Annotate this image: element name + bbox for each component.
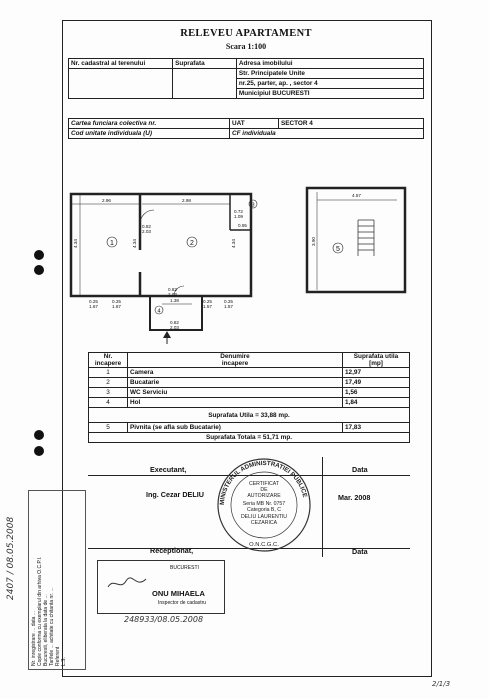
side-stamp bbox=[28, 490, 86, 670]
stamp-line-7: CEZARICA bbox=[250, 520, 278, 526]
useful-total: Suprafata Utila = 33,88 mp. bbox=[89, 408, 410, 423]
dim-room2-width: 2.98 bbox=[182, 198, 191, 203]
col-nr-label-2: incapere bbox=[94, 360, 122, 367]
inspector-name: ONU MIHAELA bbox=[152, 589, 205, 598]
dim-basement-width: 4.57 bbox=[352, 193, 361, 198]
stamp-line-4: Seria MB Nr. 0757 bbox=[242, 501, 286, 507]
stamp-bottom: O.N.C.G.C. bbox=[249, 542, 279, 548]
row-nr: 2 bbox=[89, 378, 128, 388]
page-mark: 2/1/3 bbox=[432, 680, 451, 688]
dim-wc-width: 0.72 bbox=[234, 209, 243, 214]
uat-value: SECTOR 4 bbox=[279, 119, 424, 129]
stamp-line-6: DELIU LAURENTIU bbox=[240, 514, 288, 520]
stamp-line-2: DE bbox=[260, 487, 268, 493]
address-line-2: nr.25, parter, ap. , sector 4 bbox=[236, 79, 423, 89]
address-line-3: Municipiul BUCURESTI bbox=[236, 89, 423, 99]
dim-hall-h2: 2.03 bbox=[168, 292, 177, 297]
binder-hole bbox=[34, 446, 44, 456]
col-area-label: Suprafata utila bbox=[353, 353, 399, 360]
col-area-label-2: [mp] bbox=[369, 360, 383, 367]
dim-h: 1.57 bbox=[224, 304, 233, 309]
stamp-line-1: CERTIFICAT bbox=[248, 481, 280, 487]
room-3-label: 3 bbox=[251, 202, 255, 209]
dim-door1b: 2.03 bbox=[142, 229, 151, 234]
room-4-label: 4 bbox=[157, 308, 161, 315]
inspector-handwritten-number: 248933/08.05.2008 bbox=[124, 615, 204, 624]
col-name-label: Denumire bbox=[220, 353, 250, 360]
dim-a: 0.25 bbox=[89, 299, 98, 304]
inspector-role: Inspector de cadastru bbox=[158, 600, 207, 606]
floor-plan bbox=[62, 180, 430, 350]
dim-door1: 0.82 bbox=[142, 224, 151, 229]
col-name-label-2: incapere bbox=[221, 360, 249, 367]
dim-wc-depth: 0.95 bbox=[238, 223, 247, 228]
dim-g: 1.57 bbox=[203, 304, 212, 309]
table-row bbox=[89, 398, 410, 408]
dim-hall-width: 1.38 bbox=[170, 298, 179, 303]
row-name: Pivnita (se afla sub Bucatarie) bbox=[128, 423, 343, 433]
row-area: 17,49 bbox=[343, 378, 410, 388]
dim-room1-width: 2.96 bbox=[102, 198, 111, 203]
cf-collective-label: Cartea funciara colectiva nr. bbox=[69, 119, 230, 129]
side-stamp-line-3: Bucuresti, eliberata la data de ... bbox=[43, 594, 49, 666]
receptionat-label: Receptionat, bbox=[150, 546, 194, 555]
stamp-line-5: Categoria B, C bbox=[246, 507, 282, 513]
basement-outline bbox=[307, 188, 405, 292]
inspector-city: BUCURESTI bbox=[170, 565, 199, 571]
cadastral-label: Nr. cadastral al terenului bbox=[69, 59, 173, 69]
grand-total: Suprafata Totala = 51,71 mp. bbox=[89, 433, 410, 443]
surface-value bbox=[173, 69, 237, 99]
table-row bbox=[89, 378, 410, 388]
dim-hall-bottom2: 2.03 bbox=[170, 325, 179, 330]
dim-d: 1.67 bbox=[112, 304, 121, 309]
official-round-stamp bbox=[205, 455, 323, 555]
surface-label: Suprafata bbox=[173, 59, 237, 69]
apartment-outline bbox=[71, 194, 251, 296]
row-name: Hol bbox=[128, 398, 343, 408]
uat-label: UAT bbox=[230, 119, 279, 129]
executant-name: Ing. Cezar DELIU bbox=[146, 490, 204, 499]
binder-hole bbox=[34, 265, 44, 275]
cf-table bbox=[68, 118, 424, 139]
date-value: Mar. 2008 bbox=[338, 493, 371, 502]
row-nr: 4 bbox=[89, 398, 128, 408]
individual-code-label: Cod unitate individuala (U) bbox=[69, 129, 230, 139]
room-2-label: 2 bbox=[190, 240, 194, 247]
document-title: RELEVEU APARTAMENT bbox=[180, 28, 312, 39]
table-row bbox=[89, 388, 410, 398]
dim-c: 1.67 bbox=[89, 304, 98, 309]
document-scale: Scara 1:100 bbox=[225, 42, 267, 51]
dim-height-right: 4.34 bbox=[231, 239, 236, 248]
dim-height-mid: 4.34 bbox=[132, 239, 137, 248]
row-nr: 5 bbox=[89, 423, 128, 433]
table-row bbox=[89, 423, 410, 433]
dim-hall-h: 0.82 bbox=[168, 287, 177, 292]
row-name: WC Serviciu bbox=[128, 388, 343, 398]
date-label: Data bbox=[352, 465, 368, 474]
side-stamp-line-5: Referent bbox=[55, 646, 61, 666]
binder-hole bbox=[34, 250, 44, 260]
rooms-table bbox=[88, 352, 410, 443]
row-nr: 1 bbox=[89, 368, 128, 378]
dim-f: 0.25 bbox=[224, 299, 233, 304]
date-label-2: Data bbox=[352, 547, 368, 556]
dim-hall-bottom: 0.82 bbox=[170, 320, 179, 325]
stamp-line-3: AUTORIZARE bbox=[247, 493, 281, 499]
col-nr-header bbox=[89, 353, 128, 368]
row-name: Bucatarie bbox=[128, 378, 343, 388]
executant-label: Executant, bbox=[150, 465, 187, 474]
row-area: 1,84 bbox=[343, 398, 410, 408]
table-row bbox=[89, 368, 410, 378]
dim-height-left: 4.34 bbox=[73, 239, 78, 248]
room-5-label: 5 bbox=[336, 246, 340, 253]
side-handwritten-number: 2407 / 08.05.2008 bbox=[6, 516, 16, 600]
address-label: Adresa imobilului bbox=[236, 59, 423, 69]
dim-basement-height: 3.90 bbox=[311, 237, 316, 246]
header-table bbox=[68, 58, 424, 99]
col-name-header bbox=[128, 353, 343, 368]
col-nr-label: Nr. bbox=[103, 353, 113, 360]
dim-wc-height: 1.09 bbox=[234, 214, 243, 219]
signature-scribble bbox=[106, 575, 150, 593]
side-stamp-line-2: Copie conforma cu exemplarul din arhiva O.C.P.I. bbox=[37, 556, 43, 666]
cf-individual-label: CF individuala bbox=[230, 129, 424, 139]
side-stamp-line-6: L.S. bbox=[61, 657, 67, 666]
address-line-1: Str. Principatele Unite bbox=[236, 69, 423, 79]
col-area-header bbox=[343, 353, 410, 368]
dim-e: 0.25 bbox=[203, 299, 212, 304]
row-area: 12,97 bbox=[343, 368, 410, 378]
row-nr: 3 bbox=[89, 388, 128, 398]
inspector-stamp bbox=[97, 560, 225, 614]
row-name: Camera bbox=[128, 368, 343, 378]
row-area: 1,56 bbox=[343, 388, 410, 398]
row-area: 17,83 bbox=[343, 423, 410, 433]
dim-b: 0.25 bbox=[112, 299, 121, 304]
stamp-ring-text: MINISTERUL ADMINISTRATIEI PUBLICE bbox=[218, 459, 309, 506]
binder-hole bbox=[34, 430, 44, 440]
side-stamp-line-4: Tarifele ... achitate cu chitanta nr. ... bbox=[49, 587, 55, 666]
cadastral-value bbox=[69, 69, 173, 99]
side-stamp-line-1: Nr. inregistrare ... data ... bbox=[31, 610, 37, 666]
room-1-label: 1 bbox=[110, 240, 114, 247]
